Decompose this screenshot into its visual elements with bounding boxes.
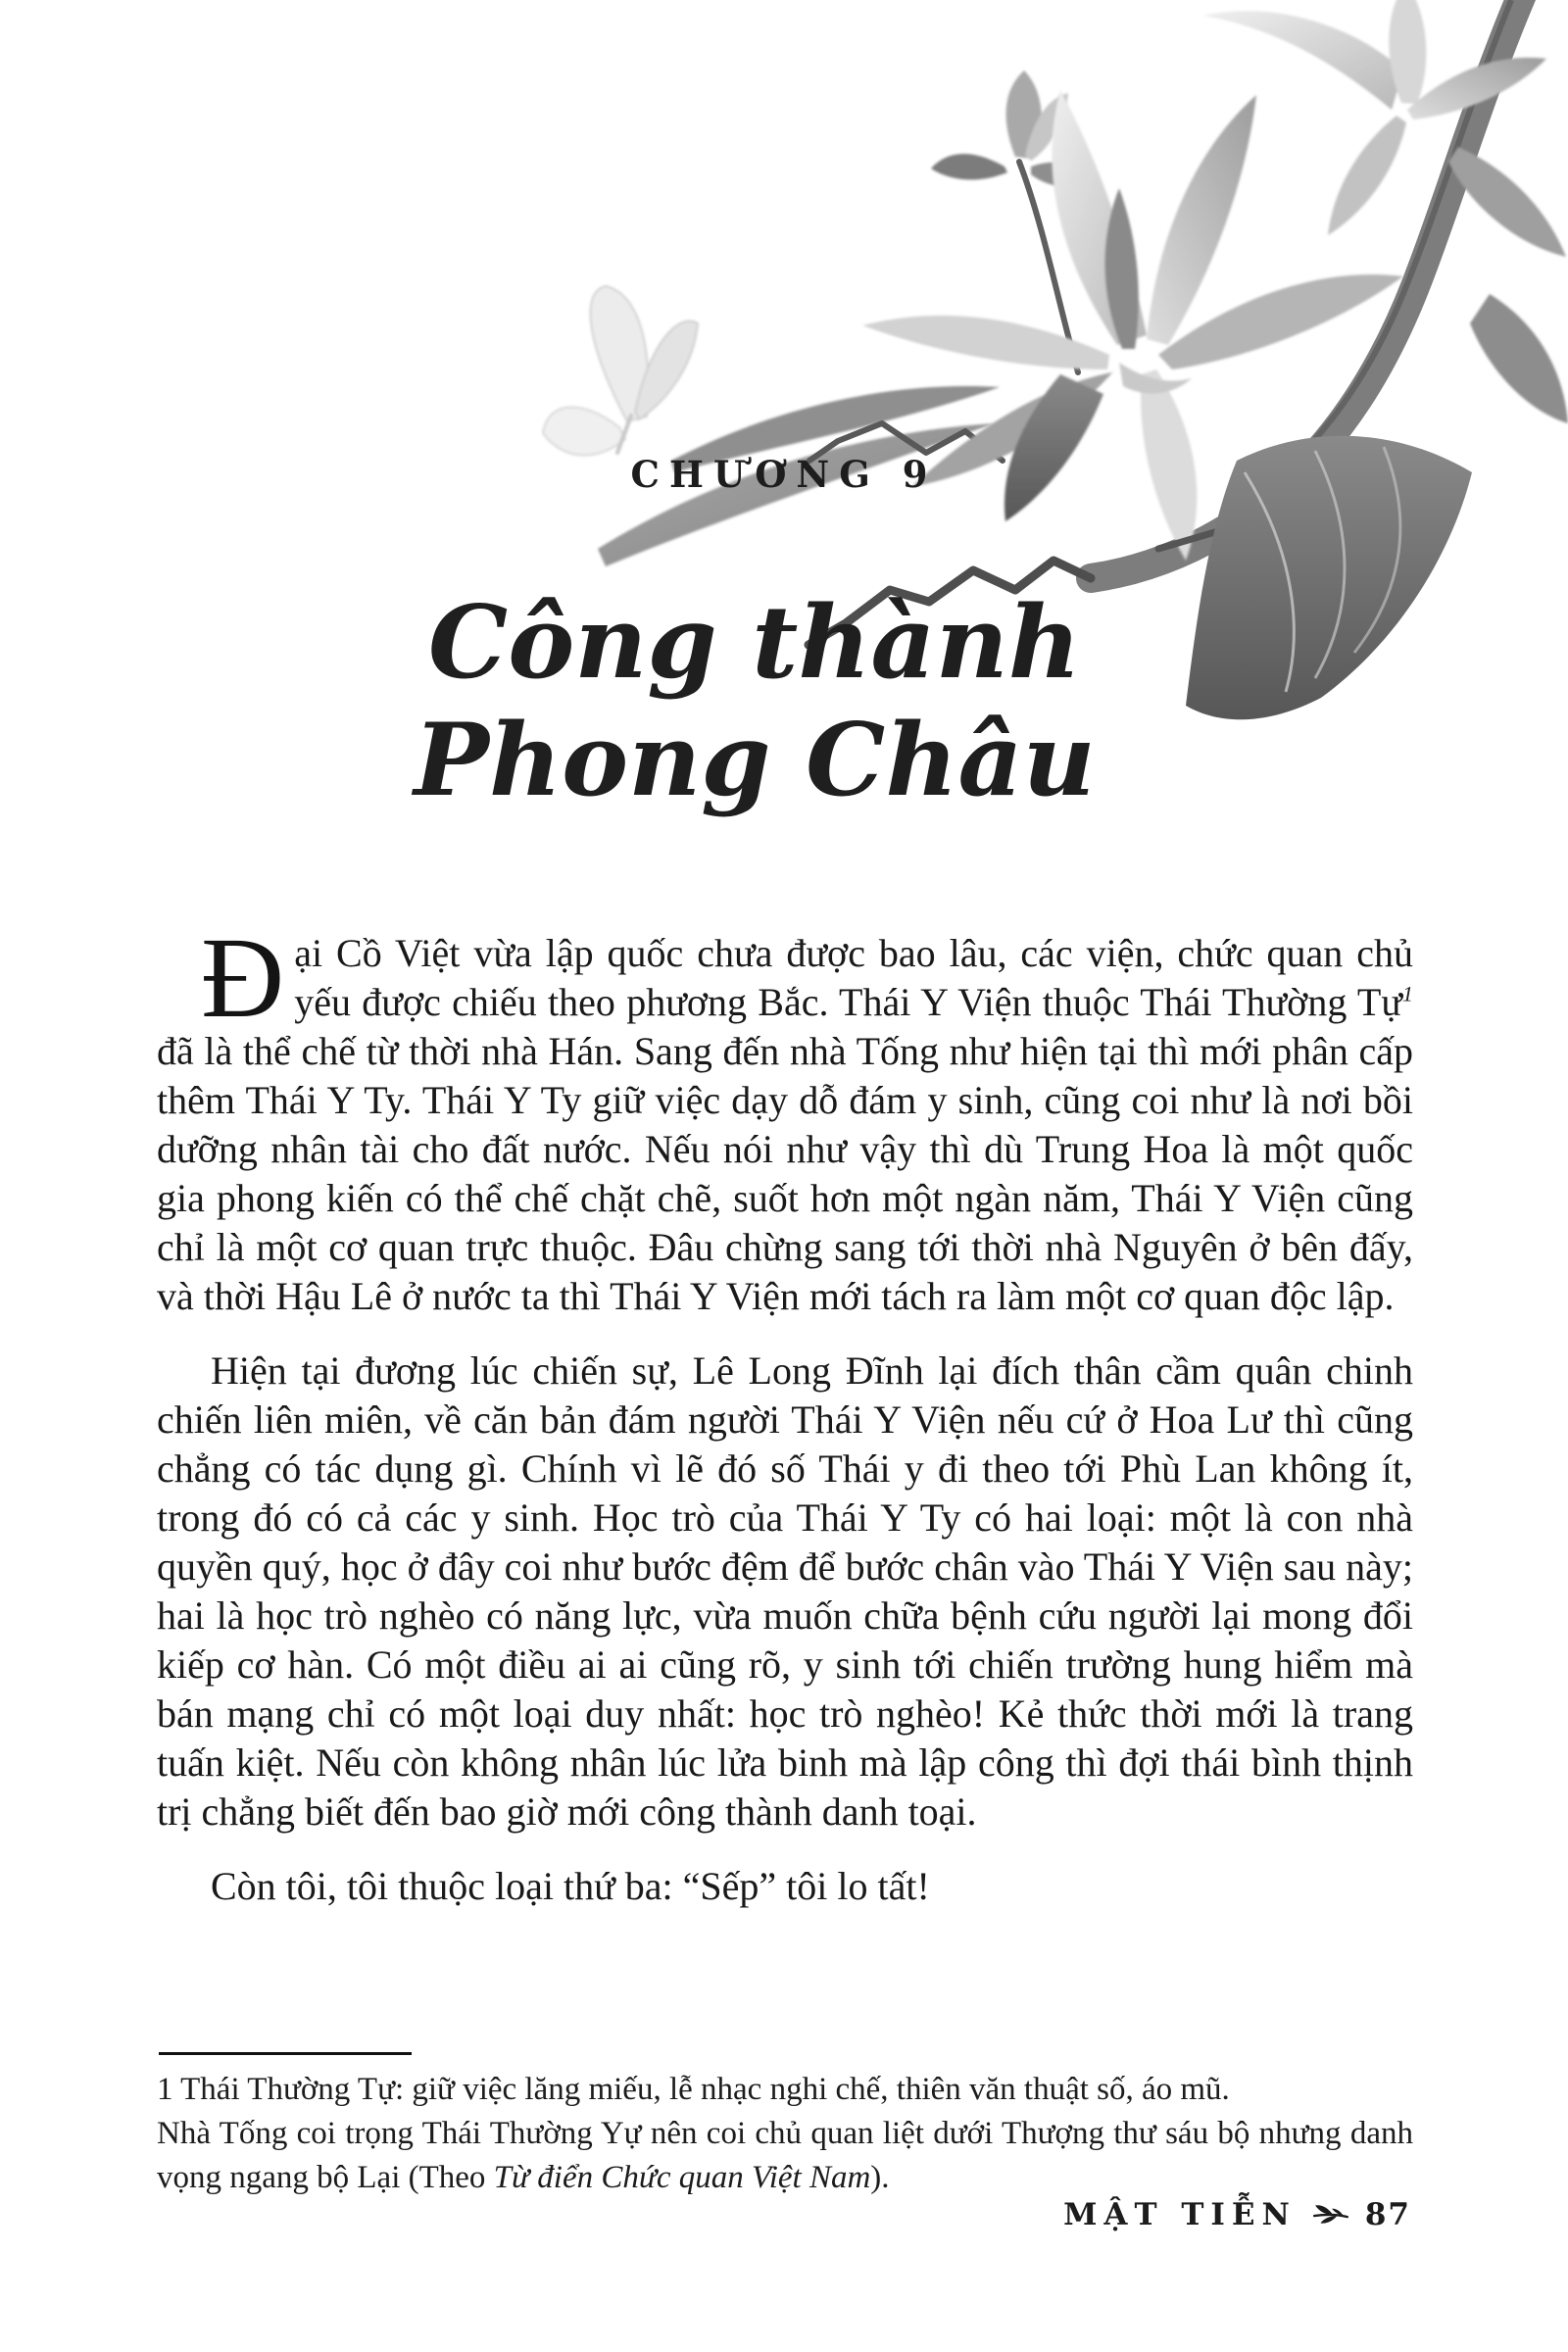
paragraph-2: Hiện tại đương lúc chiến sự, Lê Long Đĩnh lại đích thân cầm quân chinh chiến liên miên, về căn bản đám người Thái Y Viện nếu cứ ở Hoa Lư thì cũng chẳng có tác dụng gì. Chính vì lẽ đó số Thái y đi theo tới Phù Lan không ít, trong đó có cả các y sinh. Học trò của Thái Y Ty có hai loại: một là con nhà quyền quý, học ở đây coi như bước đệm để bước chân vào Thái Y Viện sau này; hai là học trò nghèo có năng lực, vừa muốn chữa bệnh cứu người lại mong đổi kiếp cơ hàn. Có một điều ai ai cũng rõ, y sinh tới chiến trường hung hiểm mà bán mạng chỉ có một loại duy nhất: học trò nghèo! Kẻ thức thời mới là trang tuấn kiệt. Nếu còn không nhân lúc lửa binh mà lập công thì đợi thái bình thịnh trị chẳng biết đến bao giờ mới công thành danh toại. (157, 1348, 1413, 1834)
chapter-title (0, 584, 1539, 820)
footnote-text-end: ). (870, 2160, 890, 2195)
paragraph-1-text-continued: đã là thể chế từ thời nhà Hán. Sang đến nhà Tống như hiện tại thì mới phân cấp thêm Thái Y Ty. Thái Y Ty giữ việc dạy dỗ đám y sinh, cũng coi như là nơi bồi dưỡng nhân tài cho đất nước. Nếu nói như vậy thì dù Trung Hoa là một quốc gia phong kiến có thể chế chặt chẽ, suốt hơn một ngàn năm, Thái Y Viện cũng chỉ là một cơ quan trực thuộc. Đâu chừng sang tới thời nhà Nguyên ở bên đấy, và thời Hậu Lê ở nước ta thì Thái Y Viện mới tách ra làm một cơ quan độc lập. (157, 1029, 1413, 1318)
chapter-title-line1: Công thành (428, 584, 1081, 702)
footnote-line-2 (157, 2112, 1413, 2200)
footnote-text: Nhà Tống coi trọng Thái Thường Yự nên coi chủ quan liệt dưới Thượng thư sáu bộ nhưng danh vọng ngang bộ Lại (Theo (157, 2116, 1413, 2195)
page-number: 87 (1364, 2197, 1411, 2232)
butterfly (543, 286, 698, 456)
leaf-twig-ornament-icon (1312, 2202, 1349, 2228)
footnote-reference: 1 (1402, 981, 1413, 1006)
chapter-label: CHƯƠNG 9 (630, 453, 938, 496)
footnote-source-title: Từ điển Chức quan Việt Nam (493, 2160, 871, 2195)
running-title: MẬT TIỄN (1063, 2197, 1297, 2232)
page-footer (1063, 2197, 1411, 2232)
footnote-divider (159, 2052, 412, 2055)
paragraph-1-text: ại Cồ Việt vừa lập quốc chưa được bao lâu, các viện, chức quan chủ yếu được chiếu theo phương Bắc. Thái Y Viện thuộc Thái Thường Tự (294, 931, 1413, 1024)
drop-cap: Đ (201, 913, 285, 1042)
paragraph-3: Còn tôi, tôi thuộc loại thứ ba: “Sếp” tôi lo tất! (211, 1864, 930, 1908)
body-text (157, 913, 1413, 1911)
chapter-title-line2: Phong Châu (414, 702, 1096, 820)
footnote (157, 2068, 1413, 2200)
paragraph-1 (157, 913, 1413, 1321)
footnote-line-1: 1 Thái Thường Tự: giữ việc lăng miếu, lễ nhạc nghi chế, thiên văn thuật số, áo mũ. (157, 2072, 1230, 2107)
